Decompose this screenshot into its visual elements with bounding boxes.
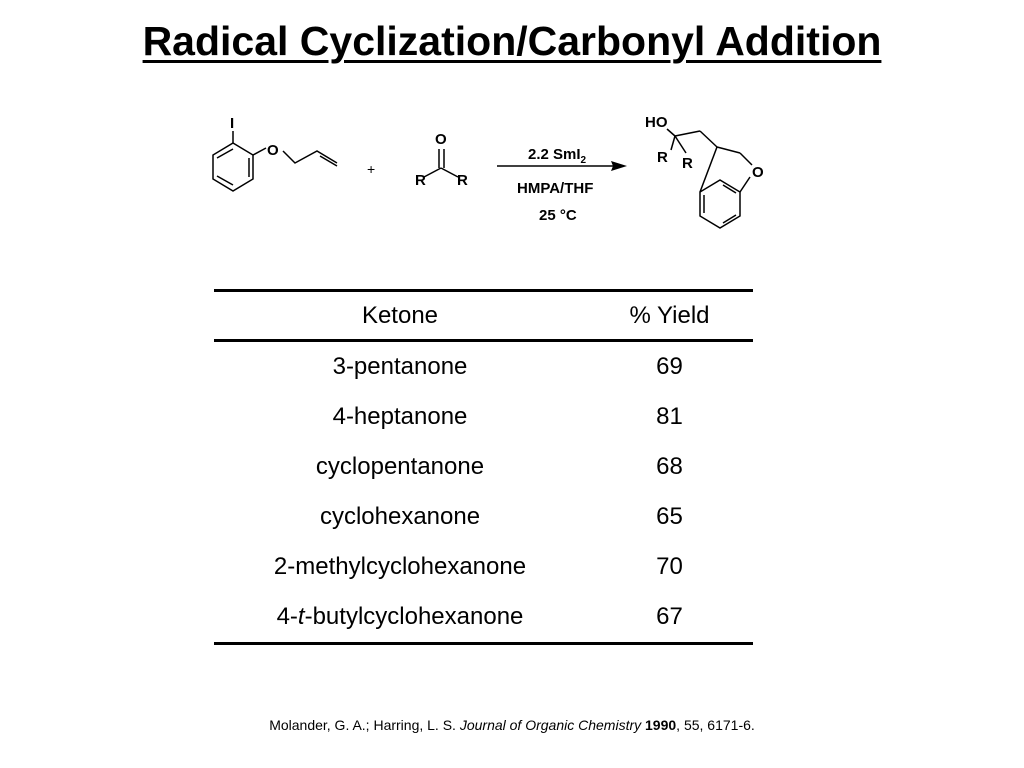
furan-bond (717, 147, 740, 153)
ketone-prefix: 4- (276, 603, 298, 630)
product-benzene-ring (700, 180, 740, 228)
citation (0, 717, 1024, 733)
table-row (214, 442, 753, 492)
ketone-structure (415, 131, 468, 189)
c-oh-bond (667, 129, 675, 136)
ketone-oxygen-label: O (435, 131, 447, 148)
plus-sign: + (367, 161, 376, 177)
ketone-cell (214, 592, 586, 644)
yield-cell: 81 (656, 403, 683, 430)
starting-material (213, 115, 337, 191)
ketone-italic-prefix: t (297, 603, 305, 630)
ketone-cell: cyclohexanone (319, 503, 481, 530)
ketone-cell: 3-pentanone (332, 353, 468, 380)
linker-bond (700, 131, 717, 147)
yield-column-header: % Yield (629, 301, 710, 329)
benzene-ring (213, 143, 253, 191)
iodine-label: I (230, 115, 235, 132)
furan-bond (700, 147, 717, 192)
citation-details: , 55, 6171-6. (676, 717, 755, 733)
solvent-label: HMPA/THF (517, 180, 594, 197)
temperature-label: 25 °C (539, 207, 577, 224)
table-header-row (214, 291, 753, 341)
product-hydroxyl-label: HO (645, 114, 668, 131)
product-ring-oxygen-label: O (752, 164, 764, 181)
citation-journal: Journal of Organic Chemistry (459, 717, 642, 733)
reagent-label: 2.2 SmI$_2$ (528, 146, 587, 166)
yield-cell: 69 (656, 353, 683, 380)
ketone-cell: 2-methylcyclohexanone (273, 553, 527, 580)
ketone-right-bond (441, 168, 458, 177)
yield-table-container (214, 289, 753, 645)
yield-cell: 70 (656, 553, 683, 580)
ketone-r-left: R (415, 172, 426, 189)
ketone-r-right: R (457, 172, 468, 189)
table-row (214, 341, 753, 393)
furan-bond (740, 177, 750, 192)
yield-cell: 65 (656, 503, 683, 530)
product-r1-label: R (657, 149, 668, 166)
ketone-cell: cyclopentanone (315, 453, 485, 480)
table-row (214, 392, 753, 442)
page-title-text: Radical Cyclization/Carbonyl Addition (142, 18, 882, 64)
yield-cell: 68 (656, 453, 683, 480)
c-o-bond (253, 148, 266, 155)
table-row (214, 542, 753, 592)
product-structure (645, 114, 764, 228)
ketone-left-bond (424, 168, 441, 177)
page-title (0, 18, 1024, 65)
table-row (214, 592, 753, 644)
yield-table (214, 289, 753, 645)
reaction-arrow (497, 146, 627, 224)
furan-bond (740, 153, 752, 165)
arrow-head (611, 161, 627, 171)
citation-year: 1990 (645, 717, 677, 733)
ether-oxygen-label: O (267, 142, 279, 159)
citation-authors: Molander, G. A.; Harring, L. S. (269, 717, 460, 733)
c-r2-bond (675, 136, 686, 153)
table-row (214, 492, 753, 542)
reaction-scheme (195, 105, 795, 240)
ketone-cell: 4-heptanone (332, 403, 468, 430)
yield-cell: 67 (656, 603, 683, 630)
linker-bond (675, 131, 700, 136)
product-r2-label: R (682, 155, 693, 172)
ketone-suffix: -butylcyclohexanone (304, 603, 524, 630)
c-r1-bond (671, 136, 675, 150)
ketone-column-header: Ketone (361, 301, 439, 329)
